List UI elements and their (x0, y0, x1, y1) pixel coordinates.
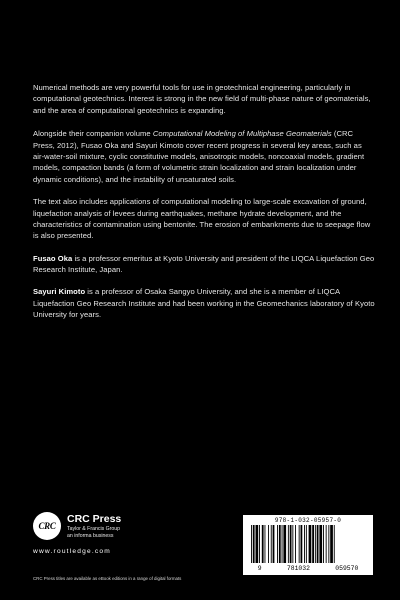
paragraph-2-suffix: (CRC Press, 2012), Fusao Oka and Sayuri Kimoto cover recent progress in several key areas, such as air-water-soil mixture, cyclic constitutive models, anisotropic models, noncoaxial models, gradient models, compaction bands (a form of volumetric strain localization and strain localization under dynamic conditions), and the instability of unsaturated soils. (33, 129, 365, 184)
author-bio-text: is a professor of Osaka Sangyo University, and she is a member of LIQCA Liquefaction Geo Research Institute and had been working in the Geomechanics laboratory of Kyoto University for years. (33, 287, 375, 320)
barcode-digit-group: 9 (257, 565, 262, 572)
author-bio-2 (33, 286, 375, 320)
publisher-name: CRC Press (67, 513, 122, 525)
description-paragraph-1: Numerical methods are very powerful tools for use in geotechnical engineering, particularly in computational geotechnics. Interest is strong in the new field of multi-phase nature of geomaterials, and the area of computational geotechnics is expanding. (33, 83, 371, 115)
crc-logo-text: CRC (38, 521, 56, 531)
author-name: Sayuri Kimoto (33, 287, 86, 297)
description-paragraph-2 (33, 128, 375, 185)
description-paragraph-3: The text also includes applications of computational modeling to large-scale excavation of ground, liquefaction analysis of levees during earthquakes, methane hydrate development, and the characteristics of contamination using bentonite. The erosion of embankments due to seepage flow is also presented. (33, 197, 371, 241)
ebook-footnote: CRC Press titles are available as eBook editions in a range of digital formats (33, 576, 182, 581)
publisher-tagline: an informa business (67, 533, 114, 539)
companion-volume-title: Computational Modeling of Multiphase Geomaterials (152, 129, 332, 139)
publisher-group: Taylor & Francis Group (67, 526, 121, 532)
barcode-digit-group: 059570 (335, 565, 359, 572)
paragraph-2-prefix: Alongside their companion volume (33, 129, 153, 139)
isbn-barcode (243, 515, 373, 575)
barcode-bars (251, 525, 365, 565)
author-bio-text: is a professor emeritus at Kyoto University and president of the LIQCA Liquefaction Geo Research Institute, Japan. (33, 253, 375, 275)
isbn-number: 978-1-032-05957-0 (274, 517, 342, 524)
barcode-digit-group: 781032 (286, 565, 310, 572)
publisher-logo (33, 512, 213, 572)
barcode-digits (243, 565, 373, 572)
back-cover-text (33, 82, 375, 332)
publisher-website: www.routledge.com (33, 548, 111, 555)
crc-logo-icon (33, 512, 61, 540)
author-bio-1 (33, 253, 375, 276)
author-name: Fusao Oka (33, 253, 73, 263)
